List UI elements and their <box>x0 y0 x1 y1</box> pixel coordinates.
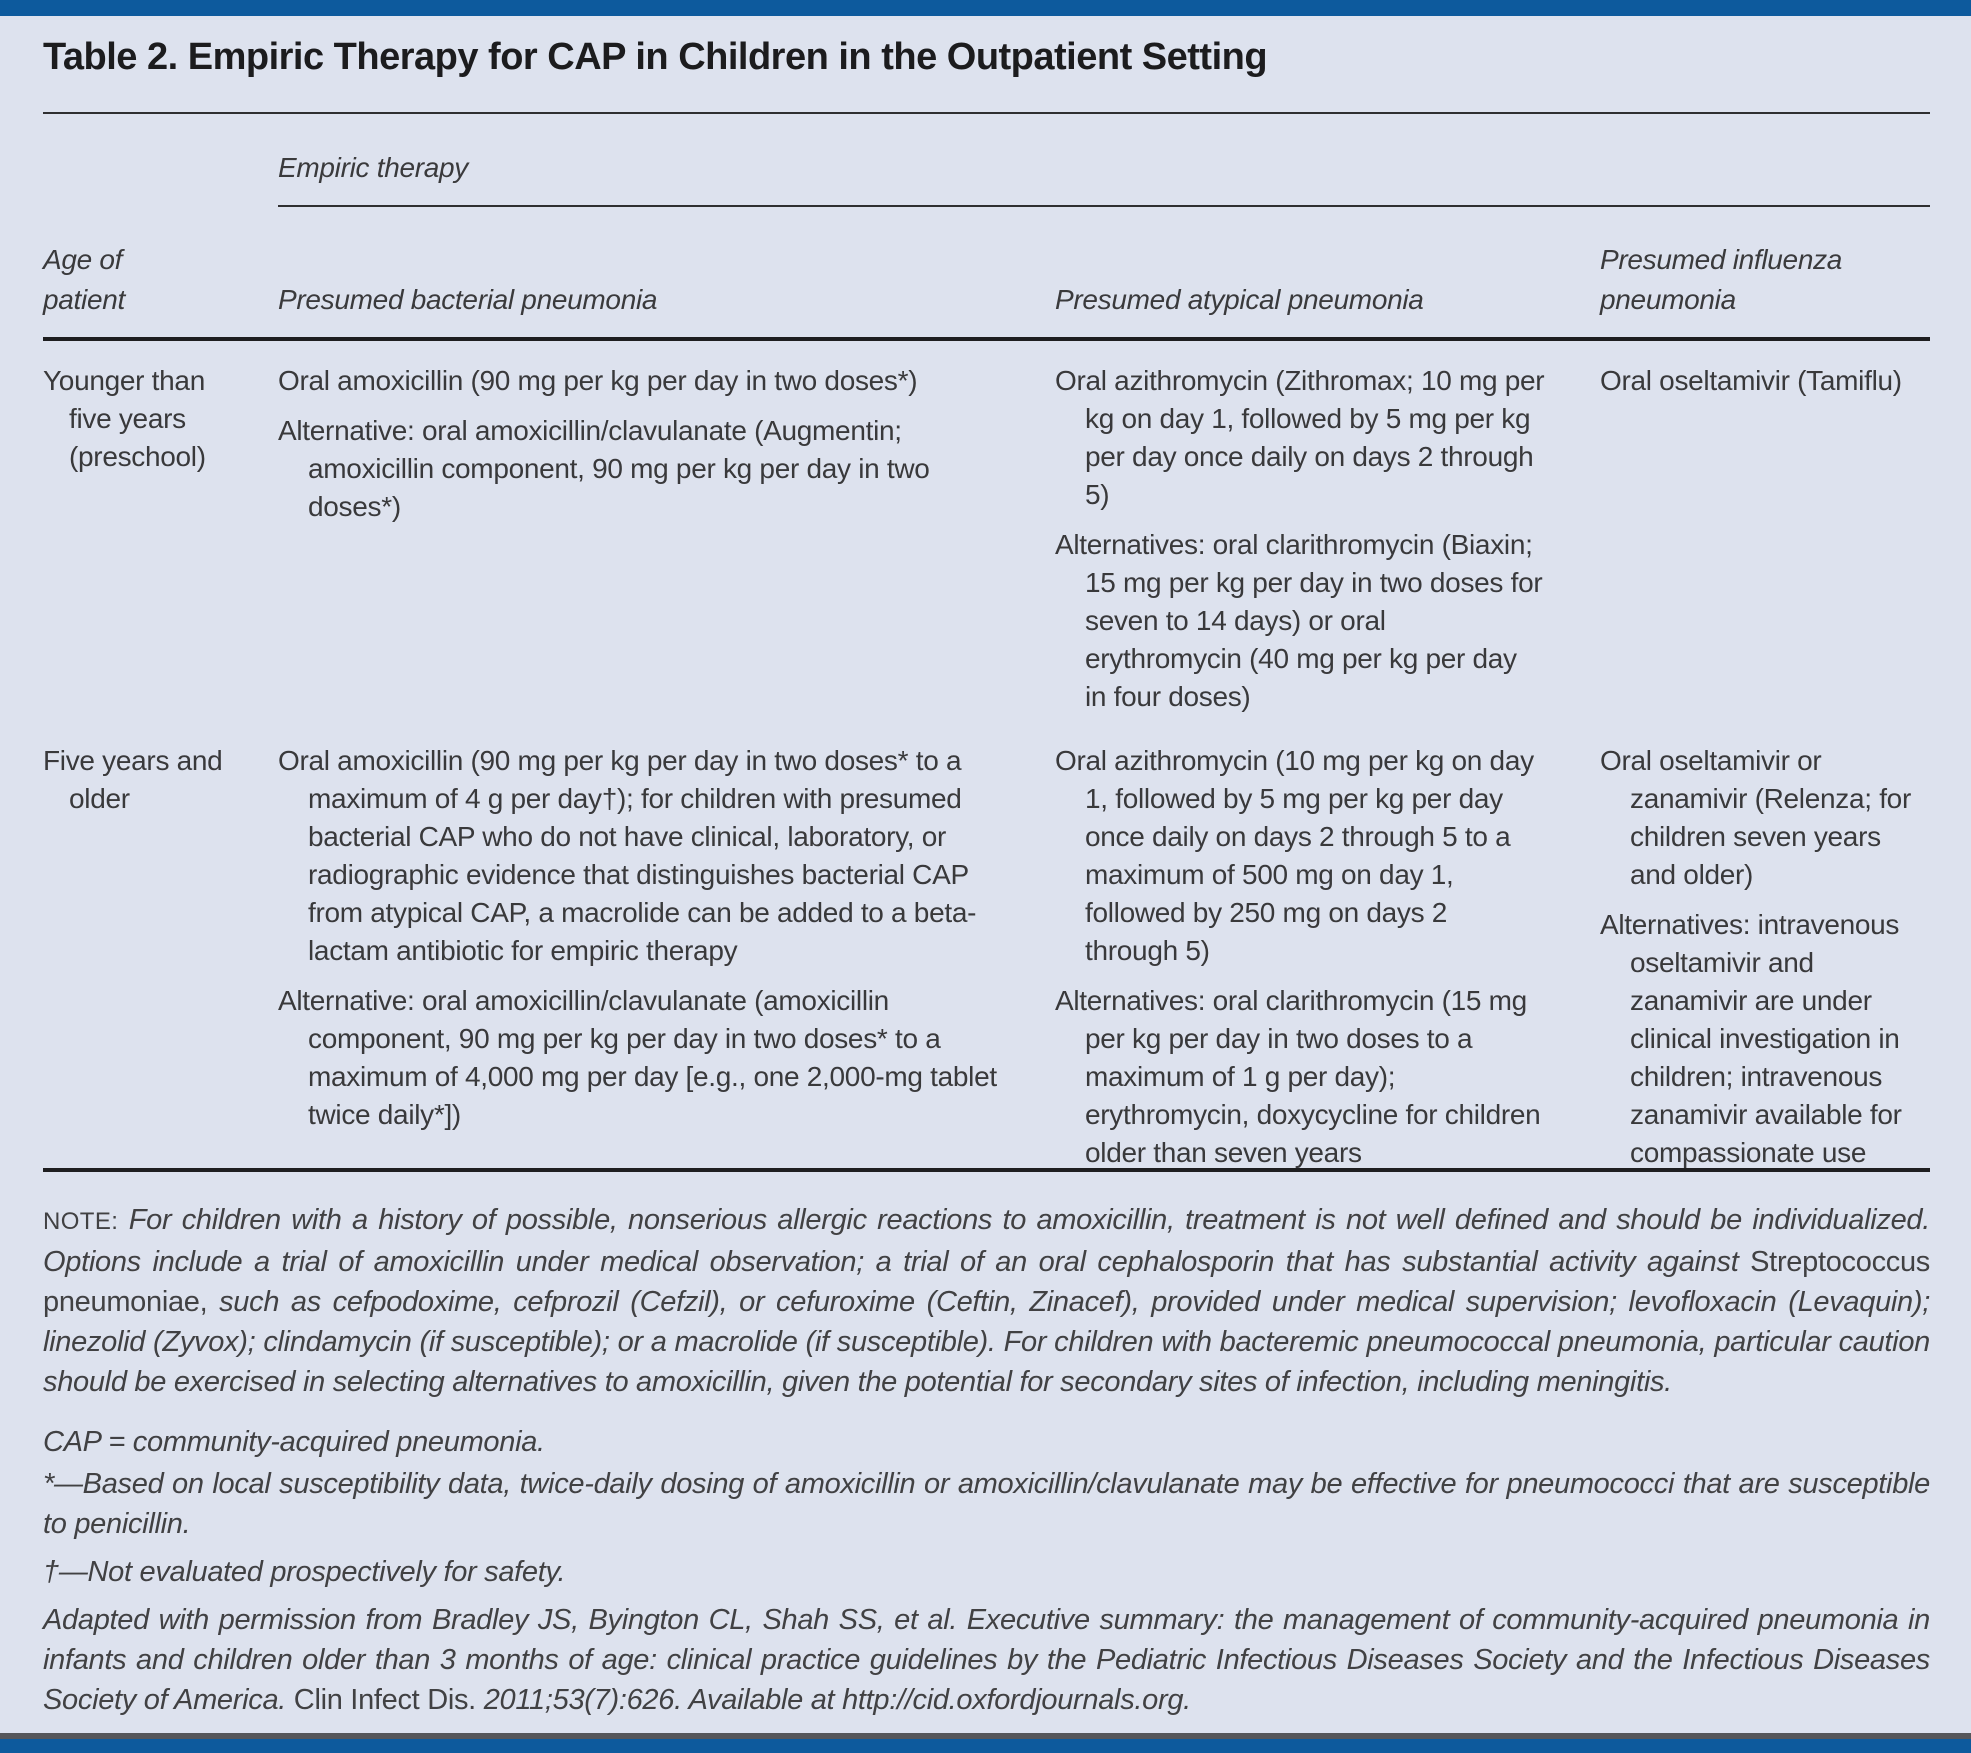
header-body-divider <box>43 337 1930 341</box>
cell-age <box>43 362 278 716</box>
note-text: For children with a history of possible, nonserious allergic reactions to amoxicillin, treatment is not well defined and should be individualized. Options include a trial of amoxicillin under medical observation; a trial of an oral cephalosporin that has substantial activity against <box>43 1204 1930 1278</box>
therapy-text: Oral oseltamivir (Tamiflu) <box>1600 365 1902 396</box>
therapy-text: Alternatives: intravenous oseltamivir and zanamivir are under clinical investigation in children; intravenous zanamivir available for compassionate use <box>1600 909 1902 1168</box>
cell-influenza <box>1600 742 1930 1172</box>
column-header-bacterial: Presumed bacterial pneumonia <box>278 284 658 315</box>
column-header-age: Age of patient <box>43 244 125 315</box>
journal-name: Clin Infect Dis. <box>293 1684 484 1716</box>
cell-bacterial <box>278 742 1055 1172</box>
footnote-cap-definition: CAP = community-acquired pneumonia. <box>43 1426 545 1458</box>
top-accent-bar <box>0 0 1971 16</box>
therapy-text: Oral azithromycin (Zithromax; 10 mg per kg on day 1, followed by 5 mg per kg per day once daily on days 2 through 5) <box>1055 365 1545 510</box>
note-label: NOTE: <box>43 1208 119 1235</box>
therapy-text: Oral azithromycin (10 mg per kg on day 1, followed by 5 mg per kg per day once daily on days 2 through 5 to a maximum of 500 mg on day 1, followed by 250 mg on days 2 through 5) <box>1055 745 1534 966</box>
table-row <box>43 742 1930 1172</box>
cell-atypical <box>1055 742 1600 1172</box>
cell-age <box>43 742 278 1172</box>
cell-bacterial <box>278 362 1055 716</box>
therapy-text: Oral amoxicillin (90 mg per kg per day in two doses*) <box>278 365 918 396</box>
bottom-accent-bar <box>0 1739 1971 1753</box>
table-row <box>43 362 1930 716</box>
title-divider <box>43 112 1930 114</box>
species-name: Streptococcus pneumoniae, <box>43 1246 1930 1318</box>
therapy-text: Oral oseltamivir or zanamivir (Relenza; for children seven years and older) <box>1600 745 1911 890</box>
therapy-text: Alternatives: oral clarithromycin (Biaxin; 15 mg per kg per day in two doses for seven to 14 days) or oral erythromycin (40 mg per kg per day in four doses) <box>1055 529 1543 712</box>
note-text: such as cefpodoxime, cefprozil (Cefzil), or cefuroxime (Ceftin, Zinacef), provided under medical supervision; levofloxacin (Levaquin); linezolid (Zyvox); clindamycin (if susceptible); or a macrolide (if susceptible). For children with bacteremic pneumococcal pneumonia, particular caution should be exercised in selecting alternatives to amoxicillin, given the potential for secondary sites of infection, including meningitis. <box>43 1286 1930 1398</box>
span-header-divider <box>278 205 1930 207</box>
therapy-text: Alternative: oral amoxicillin/clavulanate (Augmentin; amoxicillin component, 90 mg per kg per day in two doses*) <box>278 415 930 522</box>
age-text: Five years and older <box>43 745 223 814</box>
empiric-therapy-span-header: Empiric therapy <box>278 152 469 183</box>
therapy-text: Alternative: oral amoxicillin/clavulanate (amoxicillin component, 90 mg per kg per day in two doses* to a maximum of 4,000 mg per day [e.g., one 2,000-mg tablet twice daily*]) <box>278 985 997 1130</box>
body-footer-divider <box>43 1168 1930 1172</box>
footnote-asterisk: *—Based on local susceptibility data, twice-daily dosing of amoxicillin or amoxicillin/clavulanate may be effective for pneumococci that are susceptible to penicillin. <box>43 1468 1930 1540</box>
age-text: Younger than five years (preschool) <box>43 365 206 472</box>
therapy-text: Oral amoxicillin (90 mg per kg per day in two doses* to a maximum of 4 g per day†); for children with presumed bacterial CAP who do not have clinical, laboratory, or radiographic evidence that distinguishes bacterial CAP from atypical CAP, a macrolide can be added to a beta-lactam antibiotic for empiric therapy <box>278 745 977 966</box>
column-header-atypical: Presumed atypical pneumonia <box>1055 284 1424 315</box>
table-title: Table 2. Empiric Therapy for CAP in Children in the Outpatient Setting <box>43 36 1268 78</box>
therapy-text: Alternatives: oral clarithromycin (15 mg per kg per day in two doses to a maximum of 1 g per day); erythromycin, doxycycline for children older than seven years <box>1055 985 1541 1168</box>
source-citation <box>43 1600 1930 1720</box>
citation-text: Adapted with permission from Bradley JS, Byington CL, Shah SS, et al. Executive summary: the management of community-acquired pneumonia in infants and children older than 3 months of age: clinical practice guidelines by the Pediatric Infectious Diseases Society and the Infectious Diseases Society of America. <box>43 1604 1930 1716</box>
table-note <box>43 1200 1930 1402</box>
cell-atypical <box>1055 362 1600 716</box>
cell-influenza <box>1600 362 1930 716</box>
footnote-dagger: †—Not evaluated prospectively for safety. <box>43 1556 566 1588</box>
citation-text: 2011;53(7):626. Available at http://cid.oxfordjournals.org. <box>483 1684 1191 1716</box>
column-header-influenza: Presumed influenza pneumonia <box>1600 244 1843 315</box>
